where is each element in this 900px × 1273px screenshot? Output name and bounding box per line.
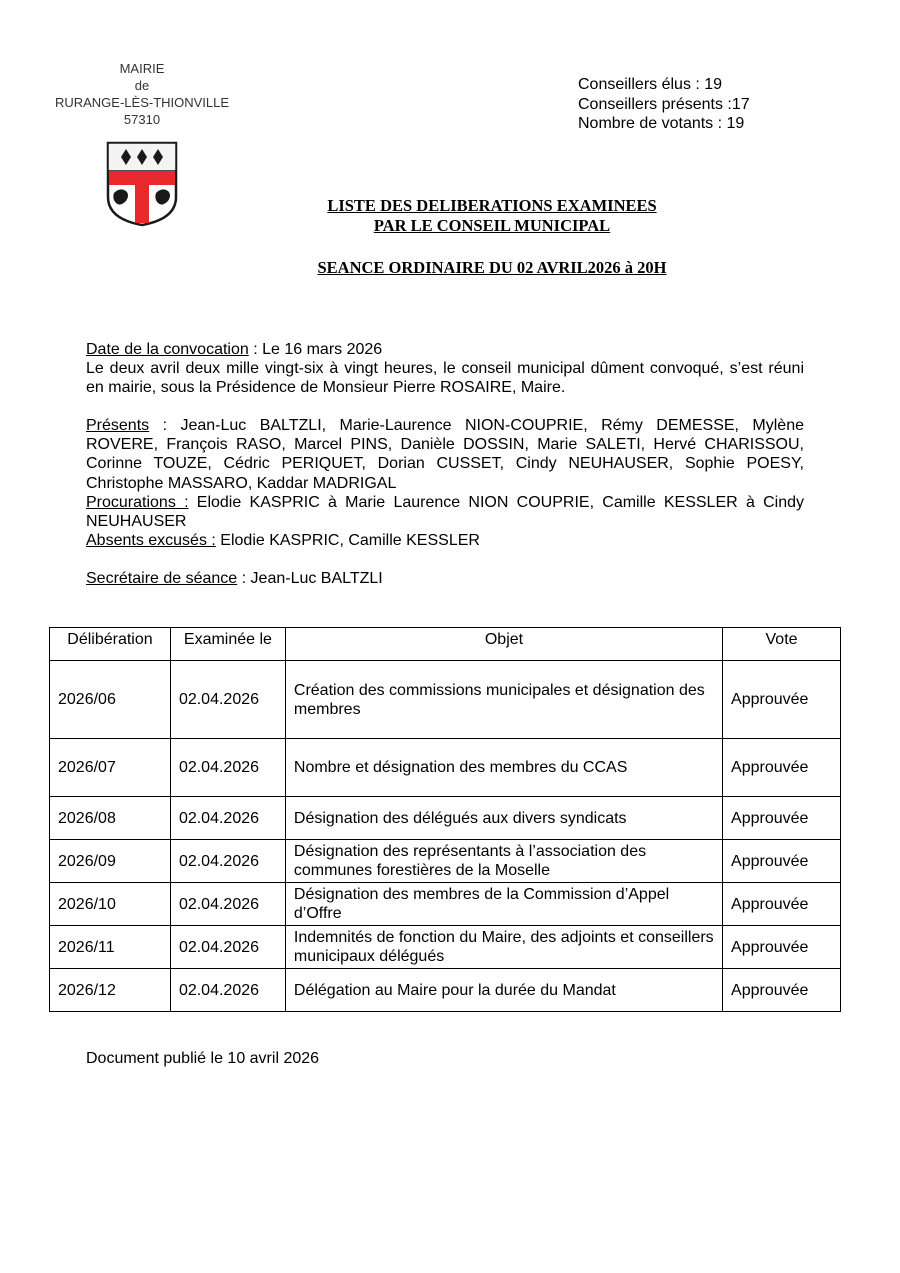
presents-label: Présents	[86, 417, 150, 434]
table-row	[50, 969, 841, 1012]
mairie-label: MAIRIE	[119, 61, 165, 76]
header-objet: Objet	[285, 628, 722, 661]
cell-deliberation: 2026/10	[50, 883, 171, 926]
convocation-date: : Le 16 mars 2026	[248, 341, 383, 358]
cell-deliberation: 2026/11	[50, 926, 171, 969]
convocation-block	[86, 340, 804, 398]
cell-date: 02.04.2026	[170, 661, 285, 739]
cell-objet: Création des commissions municipales et désignation des membres	[285, 661, 722, 739]
cell-date: 02.04.2026	[170, 926, 285, 969]
cell-vote: Approuvée	[723, 797, 841, 840]
cell-objet: Indemnités de fonction du Maire, des adjoints et conseillers municipaux délégués	[285, 926, 722, 969]
deliberations-table	[49, 627, 841, 1012]
cell-objet: Désignation des délégués aux divers syndicats	[285, 797, 722, 840]
cell-deliberation: 2026/12	[50, 969, 171, 1012]
cell-deliberation: 2026/06	[50, 661, 171, 739]
cell-vote: Approuvée	[723, 739, 841, 797]
cell-date: 02.04.2026	[170, 840, 285, 883]
cell-vote: Approuvée	[723, 969, 841, 1012]
cell-deliberation: 2026/07	[50, 739, 171, 797]
seance-title: SEANCE ORDINAIRE DU 02 AVRIL2026 à 20H	[317, 258, 667, 277]
mairie-de: de	[134, 78, 150, 93]
title-line-2: PAR LE CONSEIL MUNICIPAL	[373, 216, 611, 235]
secretaire-block	[86, 569, 804, 588]
nombre-votants: Nombre de votants : 19	[578, 115, 745, 132]
counts-block	[578, 75, 750, 134]
procurations-label: Procurations :	[86, 493, 189, 511]
absents-list: Elodie KASPRIC, Camille KESSLER	[215, 532, 480, 550]
cell-vote: Approuvée	[723, 883, 841, 926]
cell-date: 02.04.2026	[170, 883, 285, 926]
absents-label: Absents excusés :	[86, 532, 216, 550]
commune-name: RURANGE-LÈS-THIONVILLE	[54, 95, 230, 110]
cell-date: 02.04.2026	[170, 797, 285, 840]
convocation-text: Le deux avril deux mille vingt-six à vingt heures, le conseil municipal dûment convoqué, s’est réuni en mairie, sous la Présidence de Monsieur Pierre ROSAIRE, Maire.	[86, 360, 804, 397]
table-row	[50, 661, 841, 739]
cell-objet: Délégation au Maire pour la durée du Mandat	[285, 969, 722, 1012]
cell-date: 02.04.2026	[170, 969, 285, 1012]
table-header-row	[50, 628, 841, 661]
table-row	[50, 926, 841, 969]
secretaire-label: Secrétaire de séance	[86, 570, 238, 587]
table-row	[50, 739, 841, 797]
cell-vote: Approuvée	[723, 926, 841, 969]
cell-objet: Désignation des représentants à l’association des communes forestières de la Moselle	[285, 840, 722, 883]
table-row	[50, 797, 841, 840]
cell-objet: Nombre et désignation des membres du CCAS	[285, 739, 722, 797]
publication-date: Document publié le 10 avril 2026	[86, 1050, 320, 1067]
cell-deliberation: 2026/08	[50, 797, 171, 840]
mairie-header	[40, 60, 244, 128]
presents-list: : Jean-Luc BALTZLI, Marie-Laurence NION-COUPRIE, Rémy DEMESSE, Mylène ROVERE, François RASO, Marcel PINS, Danièle DOSSIN, Marie SALETI, Hervé CHARISSOU, Corinne TOUZE, Cédric PERIQUET, Dorian CUSSET, Cindy NEUHAUSER, Sophie POESY, Christophe MASSARO, Kaddar MADRIGAL	[86, 417, 804, 492]
cell-objet: Désignation des membres de la Commission d’Appel d’Offre	[285, 883, 722, 926]
header-vote: Vote	[723, 628, 841, 661]
conseillers-presents: Conseillers présents :17	[578, 95, 750, 113]
header-deliberation: Délibération	[50, 628, 171, 661]
table-row	[50, 883, 841, 926]
title-line-1: LISTE DES DELIBERATIONS EXAMINEES	[327, 196, 657, 215]
postcode: 57310	[123, 112, 161, 127]
cell-vote: Approuvée	[723, 840, 841, 883]
page-title	[42, 196, 900, 236]
cell-vote: Approuvée	[723, 661, 841, 739]
convocation-label: Date de la convocation	[86, 341, 249, 358]
table-row	[50, 840, 841, 883]
attendance-block	[86, 416, 804, 550]
conseillers-elus: Conseillers élus : 19	[578, 76, 723, 93]
secretaire-name: : Jean-Luc BALTZLI	[237, 570, 383, 587]
cell-date: 02.04.2026	[170, 739, 285, 797]
header-examinee: Examinée le	[170, 628, 285, 661]
cell-deliberation: 2026/09	[50, 840, 171, 883]
procurations-list: Elodie KASPRIC à Marie Laurence NION COUPRIE, Camille KESSLER à Cindy NEUHAUSER	[86, 493, 805, 531]
